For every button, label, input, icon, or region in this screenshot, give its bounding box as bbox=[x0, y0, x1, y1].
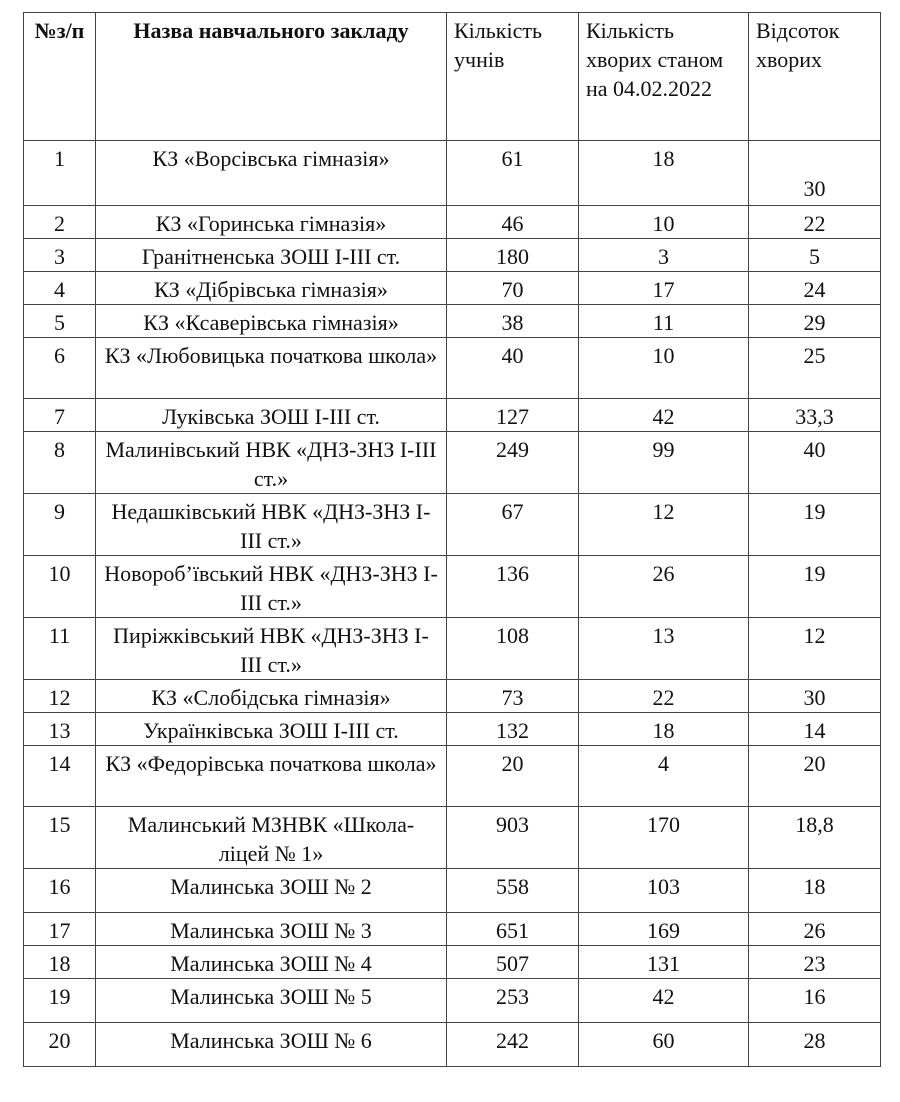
header-sick-percent: Відсоток хворих bbox=[749, 13, 881, 141]
table-row bbox=[24, 713, 881, 746]
cell-school-name: Гранітненська ЗОШ І-ІІІ ст. bbox=[96, 239, 447, 272]
cell-school-name: КЗ «Ворсівська гімназія» bbox=[96, 141, 447, 206]
table-body bbox=[24, 141, 881, 1067]
cell-student-count: 73 bbox=[447, 680, 579, 713]
cell-sick-percent: 25 bbox=[749, 338, 881, 399]
cell-student-count: 67 bbox=[447, 494, 579, 556]
cell-number: 17 bbox=[24, 913, 96, 946]
cell-number: 8 bbox=[24, 432, 96, 494]
cell-student-count: 651 bbox=[447, 913, 579, 946]
table-row bbox=[24, 979, 881, 1023]
cell-number: 18 bbox=[24, 946, 96, 979]
cell-school-name: Недашківський НВК «ДНЗ-ЗНЗ І-ІІІ ст.» bbox=[96, 494, 447, 556]
cell-sick-percent: 20 bbox=[749, 746, 881, 807]
cell-student-count: 70 bbox=[447, 272, 579, 305]
table-row bbox=[24, 141, 881, 206]
cell-sick-percent: 28 bbox=[749, 1023, 881, 1067]
cell-school-name: Малинська ЗОШ № 3 bbox=[96, 913, 447, 946]
cell-sick-percent: 19 bbox=[749, 494, 881, 556]
table-row bbox=[24, 305, 881, 338]
cell-school-name: Малинський МЗНВК «Школа-ліцей № 1» bbox=[96, 807, 447, 869]
table-row bbox=[24, 556, 881, 618]
cell-number: 5 bbox=[24, 305, 96, 338]
cell-number: 2 bbox=[24, 206, 96, 239]
cell-student-count: 903 bbox=[447, 807, 579, 869]
cell-sick-count: 10 bbox=[579, 206, 749, 239]
cell-number: 13 bbox=[24, 713, 96, 746]
cell-number: 14 bbox=[24, 746, 96, 807]
cell-sick-percent: 26 bbox=[749, 913, 881, 946]
cell-sick-count: 169 bbox=[579, 913, 749, 946]
cell-number: 3 bbox=[24, 239, 96, 272]
cell-student-count: 40 bbox=[447, 338, 579, 399]
cell-school-name: КЗ «Федорівська початкова школа» bbox=[96, 746, 447, 807]
table-row bbox=[24, 1023, 881, 1067]
cell-student-count: 180 bbox=[447, 239, 579, 272]
cell-number: 7 bbox=[24, 399, 96, 432]
cell-number: 11 bbox=[24, 618, 96, 680]
cell-school-name: Українківська ЗОШ І-ІІІ ст. bbox=[96, 713, 447, 746]
cell-number: 4 bbox=[24, 272, 96, 305]
cell-sick-percent: 30 bbox=[749, 680, 881, 713]
cell-school-name: Малинська ЗОШ № 2 bbox=[96, 869, 447, 913]
cell-school-name: КЗ «Горинська гімназія» bbox=[96, 206, 447, 239]
table-row bbox=[24, 338, 881, 399]
cell-student-count: 507 bbox=[447, 946, 579, 979]
cell-sick-percent: 33,3 bbox=[749, 399, 881, 432]
cell-sick-count: 22 bbox=[579, 680, 749, 713]
table-row bbox=[24, 399, 881, 432]
cell-sick-count: 42 bbox=[579, 979, 749, 1023]
cell-student-count: 108 bbox=[447, 618, 579, 680]
header-number: №з/п bbox=[24, 13, 96, 141]
cell-sick-count: 3 bbox=[579, 239, 749, 272]
cell-sick-percent: 30 bbox=[749, 141, 881, 206]
table-row bbox=[24, 206, 881, 239]
cell-student-count: 249 bbox=[447, 432, 579, 494]
header-sick-count: Кількість хворих станом на 04.02.2022 bbox=[579, 13, 749, 141]
cell-school-name: КЗ «Дібрівська гімназія» bbox=[96, 272, 447, 305]
cell-student-count: 136 bbox=[447, 556, 579, 618]
cell-sick-percent: 12 bbox=[749, 618, 881, 680]
cell-sick-count: 4 bbox=[579, 746, 749, 807]
cell-sick-percent: 18 bbox=[749, 869, 881, 913]
cell-sick-percent: 19 bbox=[749, 556, 881, 618]
cell-sick-count: 10 bbox=[579, 338, 749, 399]
table-row bbox=[24, 494, 881, 556]
table-row bbox=[24, 869, 881, 913]
cell-sick-percent: 23 bbox=[749, 946, 881, 979]
cell-school-name: Малинська ЗОШ № 4 bbox=[96, 946, 447, 979]
cell-sick-count: 42 bbox=[579, 399, 749, 432]
table-row bbox=[24, 239, 881, 272]
cell-number: 12 bbox=[24, 680, 96, 713]
cell-sick-count: 12 bbox=[579, 494, 749, 556]
table-row bbox=[24, 432, 881, 494]
cell-number: 6 bbox=[24, 338, 96, 399]
cell-sick-count: 60 bbox=[579, 1023, 749, 1067]
cell-school-name: КЗ «Любовицька початкова школа» bbox=[96, 338, 447, 399]
cell-sick-count: 103 bbox=[579, 869, 749, 913]
cell-student-count: 558 bbox=[447, 869, 579, 913]
header-student-count: Кількість учнів bbox=[447, 13, 579, 141]
cell-school-name: КЗ «Слобідська гімназія» bbox=[96, 680, 447, 713]
cell-number: 19 bbox=[24, 979, 96, 1023]
cell-sick-count: 131 bbox=[579, 946, 749, 979]
table-row bbox=[24, 680, 881, 713]
cell-school-name: Пиріжківський НВК «ДНЗ-ЗНЗ І-ІІІ ст.» bbox=[96, 618, 447, 680]
cell-student-count: 253 bbox=[447, 979, 579, 1023]
cell-sick-percent: 22 bbox=[749, 206, 881, 239]
cell-school-name: Малинська ЗОШ № 6 bbox=[96, 1023, 447, 1067]
cell-school-name: Новороб’ївський НВК «ДНЗ-ЗНЗ І-ІІІ ст.» bbox=[96, 556, 447, 618]
cell-number: 10 bbox=[24, 556, 96, 618]
cell-student-count: 242 bbox=[447, 1023, 579, 1067]
table-row bbox=[24, 746, 881, 807]
cell-sick-count: 11 bbox=[579, 305, 749, 338]
cell-student-count: 46 bbox=[447, 206, 579, 239]
table-row bbox=[24, 618, 881, 680]
cell-sick-percent: 16 bbox=[749, 979, 881, 1023]
cell-sick-count: 99 bbox=[579, 432, 749, 494]
cell-sick-count: 170 bbox=[579, 807, 749, 869]
table-row bbox=[24, 272, 881, 305]
cell-number: 1 bbox=[24, 141, 96, 206]
cell-sick-percent: 29 bbox=[749, 305, 881, 338]
cell-student-count: 38 bbox=[447, 305, 579, 338]
cell-school-name: КЗ «Ксаверівська гімназія» bbox=[96, 305, 447, 338]
table-row bbox=[24, 807, 881, 869]
cell-sick-percent: 5 bbox=[749, 239, 881, 272]
cell-number: 16 bbox=[24, 869, 96, 913]
cell-number: 20 bbox=[24, 1023, 96, 1067]
cell-sick-count: 26 bbox=[579, 556, 749, 618]
cell-student-count: 127 bbox=[447, 399, 579, 432]
cell-student-count: 20 bbox=[447, 746, 579, 807]
cell-number: 15 bbox=[24, 807, 96, 869]
cell-school-name: Луківська ЗОШ І-ІІІ ст. bbox=[96, 399, 447, 432]
cell-sick-count: 18 bbox=[579, 713, 749, 746]
header-school-name: Назва навчального закладу bbox=[96, 13, 447, 141]
cell-school-name: Малинська ЗОШ № 5 bbox=[96, 979, 447, 1023]
cell-sick-percent: 40 bbox=[749, 432, 881, 494]
cell-sick-percent: 24 bbox=[749, 272, 881, 305]
table-row bbox=[24, 913, 881, 946]
cell-sick-percent: 14 bbox=[749, 713, 881, 746]
sick-students-table bbox=[23, 12, 881, 1067]
cell-sick-count: 13 bbox=[579, 618, 749, 680]
cell-student-count: 61 bbox=[447, 141, 579, 206]
cell-sick-percent: 18,8 bbox=[749, 807, 881, 869]
cell-sick-count: 17 bbox=[579, 272, 749, 305]
table-row bbox=[24, 946, 881, 979]
cell-number: 9 bbox=[24, 494, 96, 556]
cell-school-name: Малинівський НВК «ДНЗ-ЗНЗ І-ІІІ ст.» bbox=[96, 432, 447, 494]
cell-sick-count: 18 bbox=[579, 141, 749, 206]
table-header-row bbox=[24, 13, 881, 141]
cell-student-count: 132 bbox=[447, 713, 579, 746]
